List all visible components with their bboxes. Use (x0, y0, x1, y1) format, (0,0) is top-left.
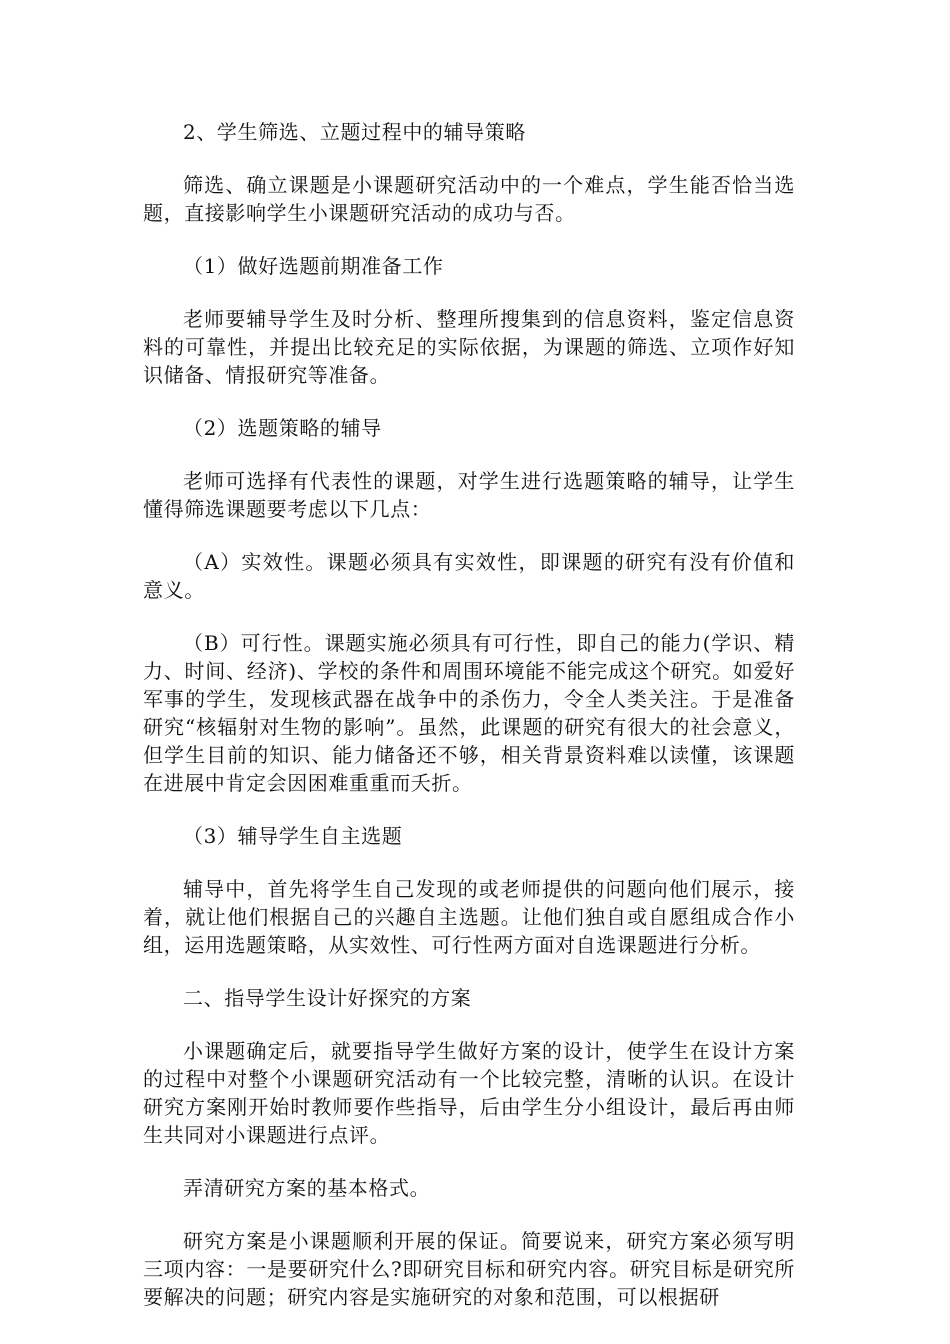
subheading-autonomous-selection: （3）辅导学生自主选题 (183, 824, 403, 848)
subheading-preparation: （1）做好选题前期准备工作 (183, 254, 444, 278)
document-body (143, 118, 795, 1336)
body-paragraph: 辅导中，首先将学生自己发现的或老师提供的问题向他们展示，接着，就让他们根据自己的兴趣自主选题。让他们独自或自愿组成合作小组，运用选题策略，从实效性、可行性两方面对自选课题进行分析。 (143, 877, 795, 957)
body-paragraph: 筛选、确立课题是小课题研究活动中的一个难点，学生能否恰当选题，直接影响学生小课题研究活动的成功与否。 (143, 173, 795, 225)
subheading-topic-strategy: （2）选题策略的辅导 (183, 416, 382, 440)
body-paragraph: 小课题确定后，就要指导学生做好方案的设计，使学生在设计方案的过程中对整个小课题研究活动有一个比较完整，清晰的认识。在设计研究方案刚开始时教师要作些指导，后由学生分小组设计，最后再由师生共同对小课题进行点评。 (143, 1039, 795, 1147)
body-paragraph: 弄清研究方案的基本格式。 (183, 1176, 431, 1200)
body-paragraph: 研究方案是小课题顺利开展的保证。简要说来，研究方案必须写明三项内容：一是要研究什么?即研究目标和研究内容。研究目标是研究所要解决的问题；研究内容是实施研究的对象和范围，可以根据研 (143, 1229, 795, 1309)
body-paragraph: 老师可选择有代表性的课题，对学生进行选题策略的辅导，让学生懂得筛选课题要考虑以下几点： (143, 469, 795, 521)
section-heading-screening-strategy: 2、学生筛选、立题过程中的辅导策略 (183, 120, 526, 144)
body-paragraph: 老师要辅导学生及时分析、整理所搜集到的信息资料，鉴定信息资料的可靠性，并提出比较充足的实际依据，为课题的筛选、立项作好知识储备、情报研究等准备。 (143, 307, 795, 387)
list-item-effectiveness: （A）实效性。课题必须具有实效性，即课题的研究有没有价值和意义。 (143, 550, 795, 602)
list-item-feasibility: （B）可行性。课题实施必须具有可行性，即自己的能力(学识、精力、时间、经济)、学校的条件和周围环境能不能完成这个研究。如爱好军事的学生，发现核武器在战争中的杀伤力，令全人类关注。于是准备研究“核辐射对生物的影响”。虽然，此课题的研究有很大的社会意义，但学生目前的知识、能力储备还不够，相关背景资料难以读懂，该课题在进展中肯定会因困难重重而夭折。 (143, 631, 795, 795)
section-heading-design-plan: 二、指导学生设计好探究的方案 (183, 986, 472, 1010)
